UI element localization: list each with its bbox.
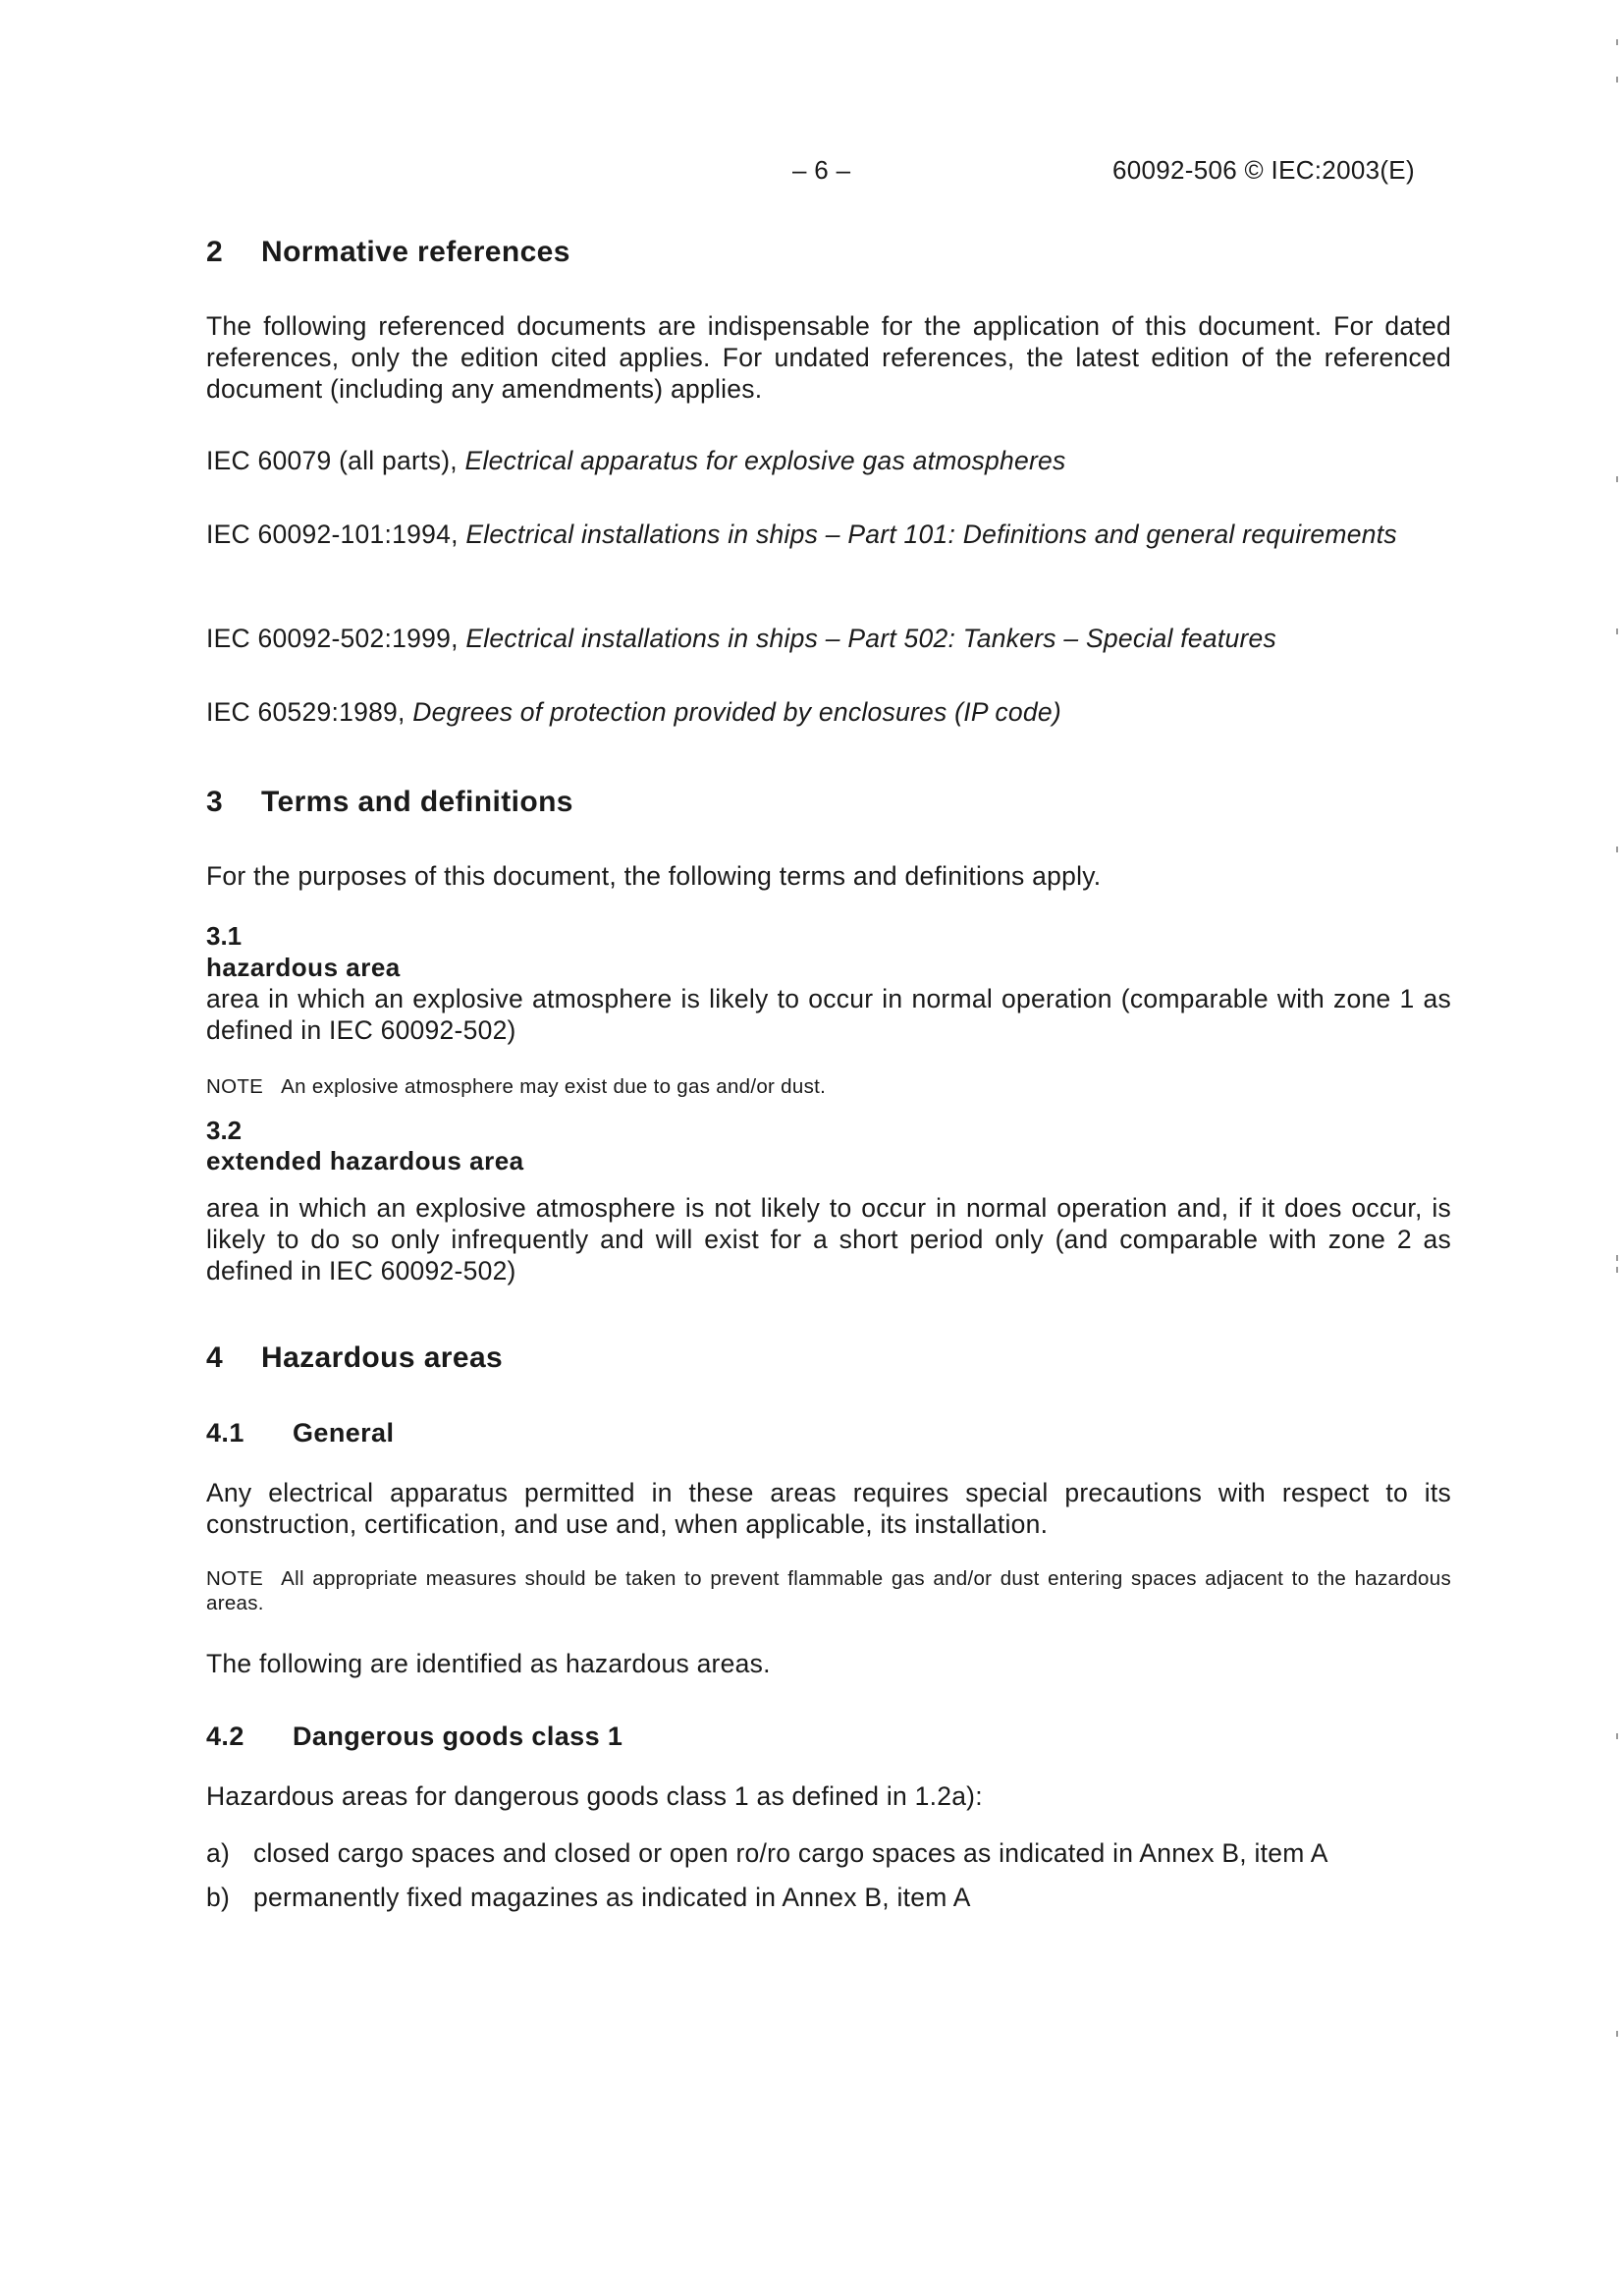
general-note — [206, 1566, 1451, 1615]
scan-edge-mark — [1616, 1255, 1618, 1261]
term-note — [206, 1074, 1451, 1099]
subsection-title: Dangerous goods class 1 — [293, 1722, 623, 1751]
hazardous-areas-closing: The following are identified as hazardous areas. — [206, 1649, 771, 1678]
dangerous-goods-paragraph: Hazardous areas for dangerous goods class 1 as defined in 1.2a): — [206, 1781, 983, 1811]
document-identifier: 60092-506 © IEC:2003(E) — [1112, 155, 1415, 185]
reference-item — [206, 623, 1451, 654]
subsection-number: 4.2 — [206, 1722, 244, 1751]
subsection-number: 4.1 — [206, 1418, 244, 1448]
reference-id: IEC 60079 (all parts), — [206, 446, 458, 475]
note-text: An explosive atmosphere may exist due to gas and/or dust. — [281, 1075, 827, 1098]
scan-edge-mark — [1616, 1267, 1618, 1273]
list-marker: a) — [206, 1838, 231, 1868]
reference-item — [206, 445, 1451, 476]
list-marker: b) — [206, 1883, 231, 1912]
scan-edge-mark — [1616, 847, 1618, 852]
scan-edge-mark — [1616, 2031, 1618, 2037]
reference-title: Electrical apparatus for explosive gas atmospheres — [464, 446, 1066, 475]
reference-title: Degrees of protection provided by enclosures (IP code) — [412, 697, 1061, 727]
reference-title: Electrical installations in ships – Part 101: Definitions and general requirements — [465, 519, 1397, 549]
scan-edge-mark — [1616, 1733, 1618, 1739]
subsection-heading-general — [206, 1418, 394, 1449]
note-label: NOTE — [206, 1075, 264, 1098]
section-heading-terms-and-definitions — [206, 786, 573, 819]
reference-id: IEC 60092-502:1999, — [206, 624, 459, 653]
reference-item — [206, 696, 1451, 728]
section-title: Terms and definitions — [261, 786, 573, 818]
term-definition: area in which an explosive atmosphere is not likely to occur in normal operation and, if it does occur, is likely to do so only infrequently and will exist for a short period only (and comparable with zone 2 as defined in IEC 60092-502) — [206, 1193, 1451, 1285]
term-name: hazardous area — [206, 953, 401, 982]
scan-edge-mark — [1616, 629, 1618, 634]
section-title: Hazardous areas — [261, 1341, 504, 1374]
section-title: Normative references — [261, 236, 570, 268]
list-item-text: closed cargo spaces and closed or open ro/ro cargo spaces as indicated in Annex B, item A — [253, 1838, 1328, 1868]
note-label: NOTE — [206, 1567, 264, 1590]
section-heading-hazardous-areas — [206, 1341, 503, 1375]
note-text: All appropriate measures should be taken to prevent flammable gas and/or dust entering spaces adjacent to the hazardous areas. — [206, 1567, 1451, 1614]
section-heading-normative-references — [206, 236, 570, 269]
term-name: extended hazardous area — [206, 1146, 524, 1175]
page-number: – 6 – — [792, 155, 851, 185]
reference-title: Electrical installations in ships – Part 502: Tankers – Special features — [465, 624, 1277, 653]
scan-edge-mark — [1616, 77, 1618, 82]
subsection-title: General — [293, 1418, 395, 1448]
list-item-text: permanently fixed magazines as indicated in Annex B, item A — [253, 1883, 971, 1912]
normative-references-intro: The following referenced documents are indispensable for the application of this document. For dated references, only the edition cited applies. For undated references, the latest edition of the referenced document (including any amendments) applies. — [206, 311, 1451, 404]
reference-id: IEC 60092-101:1994, — [206, 519, 459, 549]
general-paragraph: Any electrical apparatus permitted in these areas requires special precautions with respect to its construction, certification, and use and, when applicable, its installation. — [206, 1478, 1451, 1539]
section-number: 3 — [206, 786, 224, 818]
scan-edge-mark — [1616, 39, 1618, 45]
subsection-heading-dangerous-goods — [206, 1722, 622, 1752]
list-item — [206, 1883, 971, 1913]
term-number: 3.1 — [206, 921, 243, 951]
terms-intro: For the purposes of this document, the following terms and definitions apply. — [206, 861, 1102, 891]
section-number: 4 — [206, 1341, 224, 1374]
term-number: 3.2 — [206, 1116, 243, 1145]
term-definition: area in which an explosive atmosphere is likely to occur in normal operation (comparable with zone 1 as defined in IEC 60092-502) — [206, 984, 1451, 1045]
reference-id: IEC 60529:1989, — [206, 697, 406, 727]
section-number: 2 — [206, 236, 224, 268]
list-item — [206, 1838, 1328, 1869]
scan-edge-mark — [1616, 476, 1618, 482]
reference-item — [206, 519, 1451, 550]
